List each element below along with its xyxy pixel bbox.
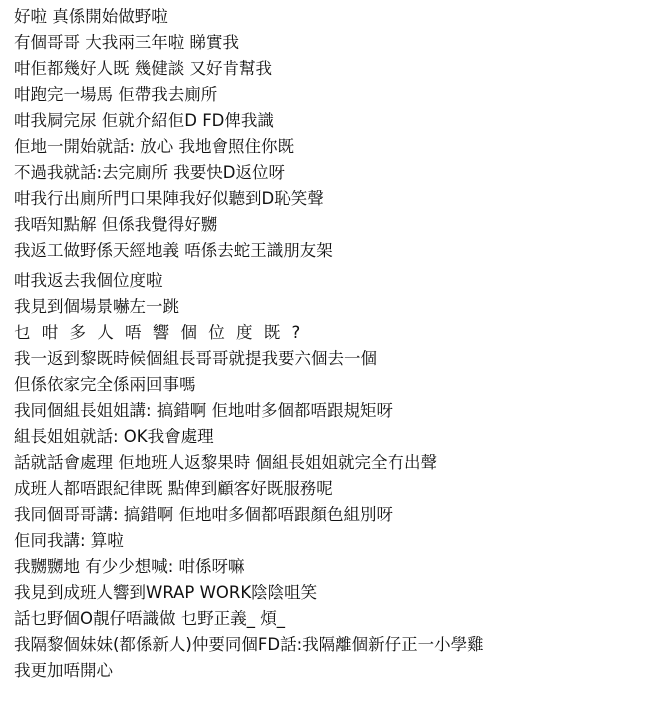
text-line: 話乜野個O靚仔唔識做 乜野正義_ 煩_ — [14, 609, 285, 628]
text-line: 話就話會處理 佢地班人返黎果時 個組長姐姐就完全冇出聲 — [14, 453, 437, 472]
text-line: 我唔知點解 但係我覺得好嬲 — [14, 215, 218, 234]
text-line: 咁佢都幾好人既 幾健談 又好肯幫我 — [14, 59, 272, 78]
text-line: 我見到成班人響到WRAP WORK陰陰咀笑 — [14, 583, 318, 602]
text-line: 我一返到黎既時候個組長哥哥就提我要六個去一個 — [14, 349, 377, 368]
text-line: 成班人都唔跟紀律既 點俾到顧客好既服務呢 — [14, 479, 333, 498]
text-line: 我同個哥哥講: 搞錯啊 佢地咁多個都唔跟顏色組別呀 — [14, 505, 394, 524]
text-line: 不過我就話:去完廁所 我要快D返位呀 — [14, 163, 286, 182]
text-line: 我更加唔開心 — [14, 661, 113, 680]
text-line: 咁跑完一場馬 佢帶我去廁所 — [14, 85, 218, 104]
text-line: 咁我行出廁所門口果陣我好似聽到D恥笑聲 — [14, 189, 324, 208]
paragraph-1 — [14, 4, 639, 264]
text-line: 咁我返去我個位度啦 — [14, 271, 163, 290]
text-line: 乜 咁 多 人 唔 響 個 位 度 既 ? — [14, 323, 304, 342]
text-line: 但係依家完全係兩回事嗎 — [14, 375, 196, 394]
text-line: 好啦 真係開始做野啦 — [14, 7, 168, 26]
forum-post-body — [14, 4, 639, 684]
text-line: 組長姐姐就話: OK我會處理 — [14, 427, 214, 446]
text-line: 我隔黎個妹妹(都係新人)仲要同個FD話:我隔離個新仔正一小學雞 — [14, 635, 484, 654]
text-line: 有個哥哥 大我兩三年啦 睇實我 — [14, 33, 239, 52]
text-line: 我見到個場景嚇左一跳 — [14, 297, 179, 316]
text-line: 我返工做野係天經地義 唔係去蛇王識朋友架 — [14, 241, 333, 260]
text-line: 我同個組長姐姐講: 搞錯啊 佢地咁多個都唔跟規矩呀 — [14, 401, 394, 420]
paragraph-2 — [14, 268, 639, 684]
text-line: 佢同我講: 算啦 — [14, 531, 124, 550]
text-line: 咁我屙完尿 佢就介紹佢D FD俾我識 — [14, 111, 274, 130]
text-line: 佢地一開始就話: 放心 我地會照住你既 — [14, 137, 295, 156]
text-line: 我嬲嬲地 有少少想喊: 咁係呀嘛 — [14, 557, 245, 576]
